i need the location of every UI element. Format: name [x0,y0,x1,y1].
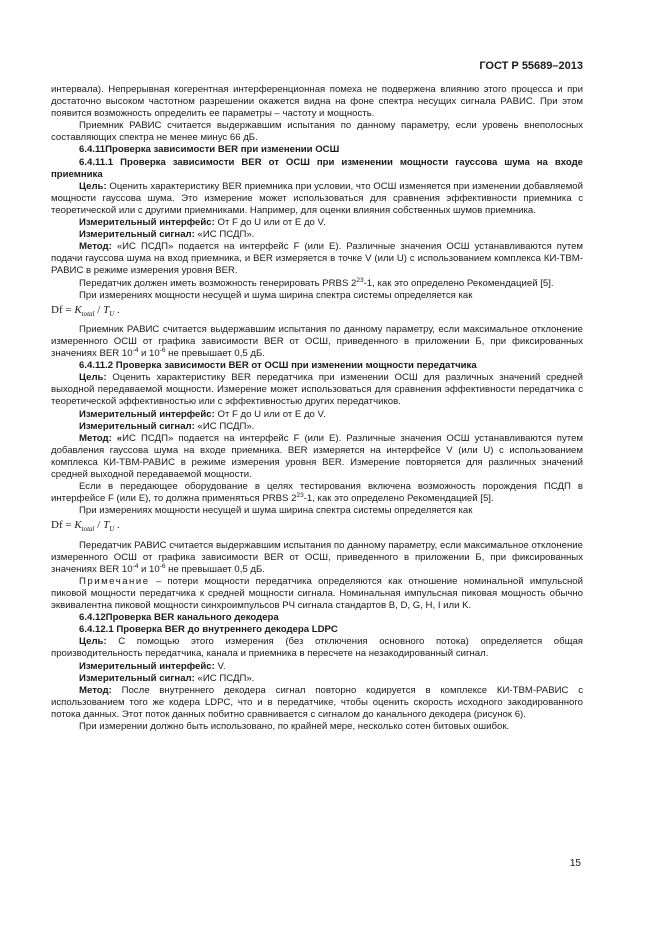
label: Измерительный сигнал: [79,420,195,432]
formula-k: K [74,303,82,316]
note-paragraph [51,576,583,612]
superscript: 23 [296,492,304,499]
label: Измерительный интерфейс: [79,408,215,420]
text: Оценить характеристику BER передатчика при изменении ОСШ для различных значений средней выходной передаваемой мощности. Измерение может использоваться для сравнения эффективности передатчика с теоретической эффективностью или с эффективностью других передатчиков. [51,372,583,408]
paragraph [51,636,583,660]
text: -1, как это определено Рекомендацией [5]. [363,277,554,289]
paragraph [51,421,583,433]
text: Приемник РАВИС считается выдержавшим испытания по данному параметру, если максимальное отклонение измеренного ОСШ от графика зависимости BER от ОСШ, приведенного в приложении Б, при фиксированных значениях BER 10 [51,323,583,360]
paragraph [51,229,583,241]
text: «ИС ПСДП». [194,420,255,432]
paragraph: При измерениях мощности несущей и шума ширина спектра системы определяется как [79,505,473,517]
superscript: -6 [159,562,166,570]
text: -1, как это определено Рекомендацией [5]. [303,493,494,505]
section-heading: 6.4.12Проверка BER канального декодера [79,612,279,624]
superscript: -4 [132,562,139,570]
text: После внутреннего декодера сигнал повторно кодируется в комплексе КИ-ТВМ-РАВИС с использованием того же кодера LDPC, что и в передатчике, чтобы оценить скорость исходного закодированного потока данных. Этот поток данных побитно сравнивается с сигналом до канального декодера (рисунок 6). [51,684,583,720]
formula-eq: = [62,303,75,316]
paragraph [51,540,583,576]
formula-slash: / [94,303,104,316]
formula-lhs: Df [51,303,63,316]
label: Метод: [79,684,112,696]
paragraph: При измерениях мощности несущей и шума ширина спектра системы определяется как [79,289,473,301]
text: Если в передающее оборудование в целях тестирования включена возможность порождения ПСДП в интерфейсе F (или E), то должна применяться PRBS 2 [51,481,583,505]
paragraph [51,673,583,685]
text: «ИС ПСДП» подается на интерфейс F (или E). Различные значения ОСШ устанавливаются путем подачи гауссова шума на вход приемника, и BER измеряется в точке V (или U) с использованием комплекса КИ-ТВМ-РАВИС в режиме измерения уровня BER. [51,241,583,277]
formula-end: . [114,519,120,532]
page-number: 15 [569,858,581,869]
subsection-heading: 6.4.12.1 Проверка BER до внутреннего декодера LDPC [79,624,338,636]
document-header: ГОСТ Р 55689–2013 [479,60,583,72]
text: и 10 [138,563,160,575]
text: и 10 [138,348,160,360]
label: Измерительный интерфейс: [79,217,215,229]
formula-k-sub: total [81,525,95,534]
formula-end: . [114,303,120,316]
label: Измерительный сигнал: [79,672,195,684]
formula-k: K [74,519,82,532]
text: V. [214,660,226,672]
text: «ИС ПСДП». [194,672,255,684]
paragraph: При измерении должно быть использовано, по крайней мере, несколько сотен битовых ошибок. [79,720,510,732]
paragraph [51,433,583,481]
paragraph [51,217,583,229]
text: Оценить характеристику BER приемника при условии, что ОСШ изменяется при изменении добавляемой мощности гауссова шума. Это измерение может использоваться для сравнения эффективности приемника с теоретической или с другими приемниками. Например, для оценки влияния собственных шумов приемника. [51,180,583,216]
text: От F до U или от E до V. [214,408,326,420]
bandwidth-formula [51,519,583,536]
paragraph [51,685,583,721]
paragraph [51,241,583,277]
formula-eq: = [62,519,75,532]
paragraph [51,481,583,505]
superscript: -4 [132,346,139,354]
text: ИС ПСДП» подается на интерфейс F (или E). Различные значения ОСШ устанавливаются путем добавления гауссова шума на входе приемника. BER измеряется на интерфейсе V (или U) с использованием комплекса КИ-ТВМ-РАВИС в режиме измерения уровня BER. Измерение повторяется для различных значений средней выходной передаваемой мощности. [51,432,584,480]
text: не превышает 0,5 дБ. [165,563,265,575]
label: Метод: [79,241,112,253]
paragraph [51,181,583,217]
subsection-heading: 6.4.11.2 Проверка зависимости BER от ОСШ при изменении мощности передатчика [79,360,477,372]
bandwidth-formula [51,304,583,321]
label: Цель: [79,180,107,192]
formula-k-sub: total [81,309,95,318]
paragraph: интервала). Непрерывная когерентная интерференционная помеха не подвержена влиянию этого процесса и при достаточно высоком частотном разрешении окажется видна на фоне спектра несущих сигнала РАВИС. При этом появится возможность определить ее параметры – частоту и мощность. [51,84,583,120]
superscript: -6 [159,346,166,354]
formula-t-sub: U [109,309,115,318]
subsection-heading: 6.4.11.1 Проверка зависимости BER от ОСШ при изменении мощности гауссова шума на входе приемника [51,156,583,180]
label: Цель: [79,372,107,384]
document-body [51,84,583,733]
paragraph [51,409,583,421]
paragraph: Приемник РАВИС считается выдержавшим испытания по данному параметру, если уровень внеполосных составляющих спектра не менее минус 66 дБ. [51,120,583,144]
text: С помощью этого измерения (без отключения основного потока) определяется общая производительность передатчика, канала и приемника в пересчете на незакодированный сигнал. [51,636,583,660]
label: Измерительный сигнал: [79,229,195,241]
text: не превышает 0,5 дБ. [165,348,265,360]
paragraph [51,278,583,290]
paragraph [51,324,583,360]
formula-slash: / [94,519,104,532]
formula-lhs: Df [51,519,63,532]
paragraph [51,372,583,408]
text: – потери мощности передатчика определяются как отношение номинальной импульсной пиковой мощности передатчика к средней мощности сигнала. Номинальная импульсная пиковая мощность обычно эквивалентна пиковой мощности синхроимпульсов РЧ сигнала стандартов B, D, G, H, I или K. [51,575,583,612]
formula-t: T [103,519,110,532]
superscript: 23 [356,276,364,284]
text: Передатчик должен иметь возможность генерировать PRBS 2 [79,277,357,289]
label: Измерительный интерфейс: [79,660,215,672]
formula-t-sub: U [109,525,115,534]
formula-t: T [103,303,110,316]
paragraph [51,661,583,673]
text: «ИС ПСДП». [194,229,255,241]
text: Передатчик РАВИС считается выдержавшим испытания по данному параметру, если максимальное отклонение измеренного ОСШ от графика зависимости BER от ОСШ, приведенного в приложении Б, при фиксированных значениях BER 10 [51,539,583,575]
text: От F до U или от E до V. [214,217,326,229]
note-label: Примечание [79,575,150,587]
label: Метод: « [79,432,123,444]
label: Цель: [79,636,107,648]
section-heading: 6.4.11Проверка зависимости BER при изменении ОСШ [79,144,340,156]
